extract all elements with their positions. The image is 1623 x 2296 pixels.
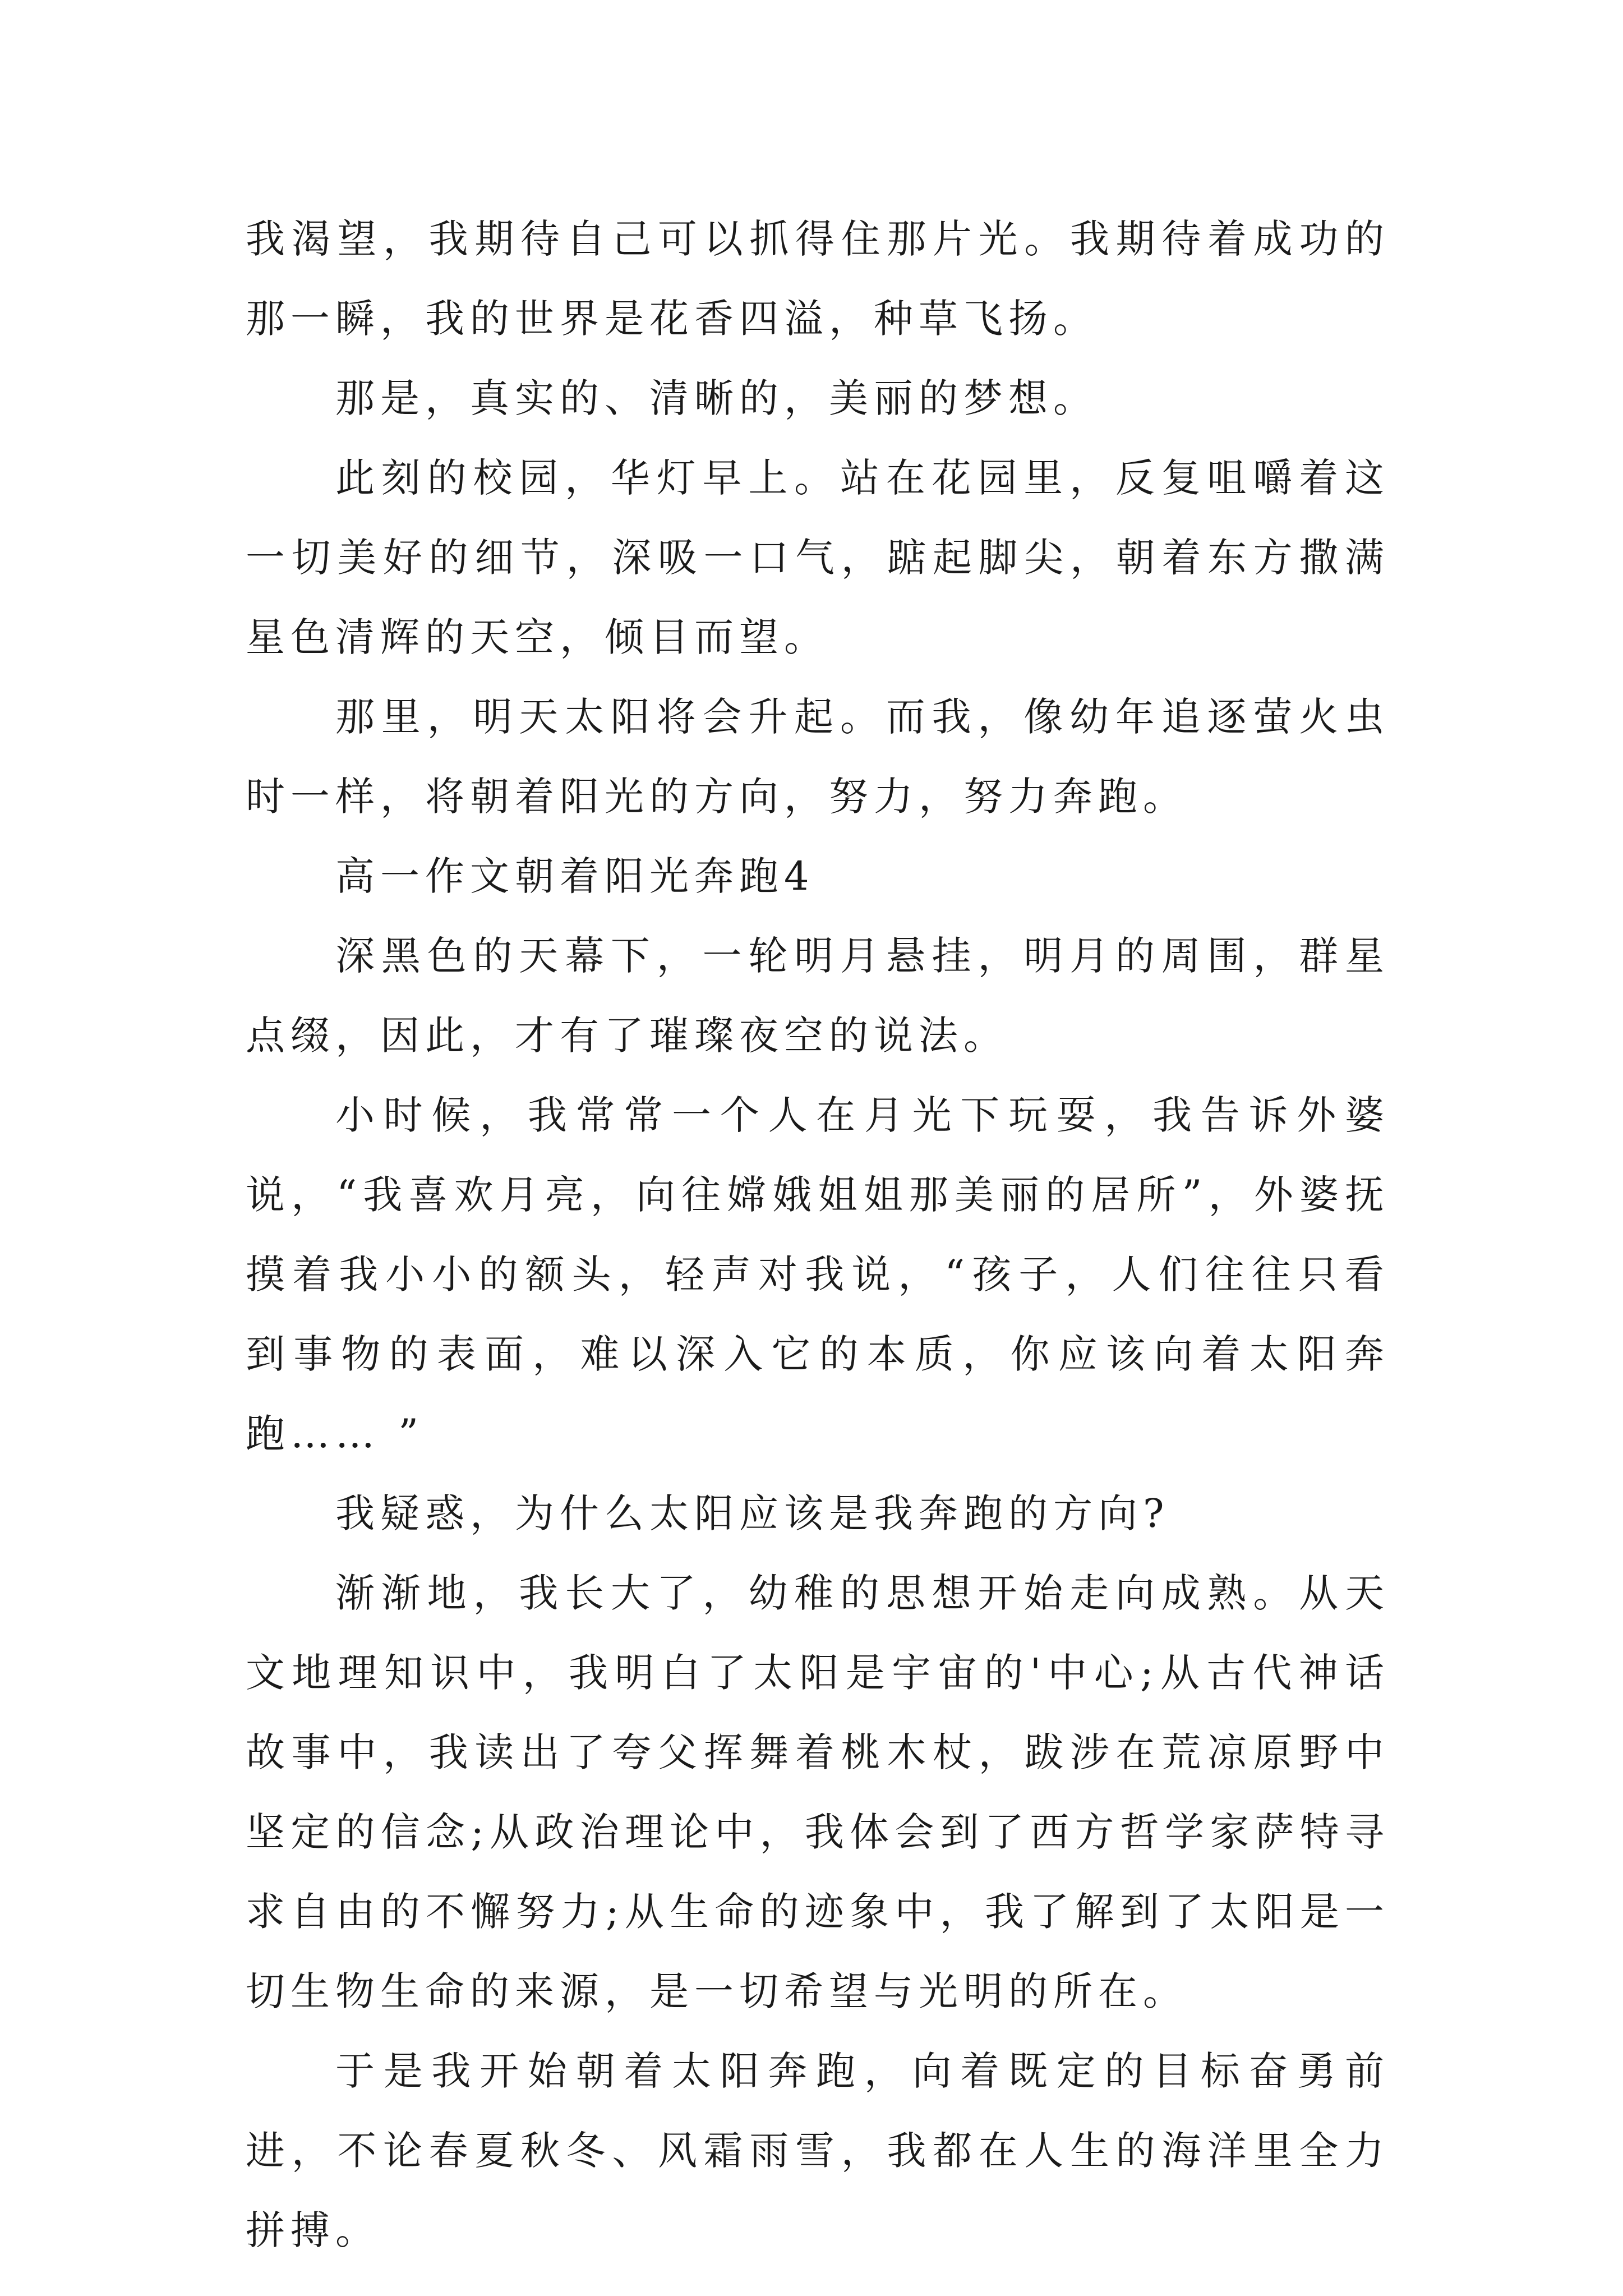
paragraph: 于是我开始朝着太阳奔跑，向着既定的目标奋勇前进，不论春夏秋冬、风霜雨雪，我都在人生的海洋里全力拼搏。 [246,2048,1390,2253]
paragraph: 那是，真实的、清晰的，美丽的梦想。 [335,375,1098,421]
paragraph: 我渴望，我期待自己可以抓得住那片光。我期待着成功的那一瞬，我的世界是花香四溢，种草飞扬。 [246,216,1390,342]
paragraph: 那里，明天太阳将会升起。而我，像幼年追逐萤火虫时一样，将朝着阳光的方向，努力，努力奔跑。 [246,694,1390,820]
paragraph: 渐渐地，我长大了，幼稚的思想开始走向成熟。从天文地理知识中，我明白了太阳是宇宙的'中心;从古代神话故事中，我读出了夸父挥舞着桃木杖，跋涉在荒凉原野中坚定的信念;从政治理论中，我体会到了西方哲学家萨特寻求自由的不懈努力;从生命的迹象中，我了解到了太阳是一切生物生命的来源，是一切希望与光明的所在。 [246,1570,1390,2014]
paragraph: 此刻的校园，华灯早上。站在花园里，反复咀嚼着这一切美好的细节，深吸一口气，踮起脚尖，朝着东方撒满星色清辉的天空，倾目而望。 [246,455,1390,660]
section-heading: 高一作文朝着阳光奔跑4 [335,853,815,899]
paragraph: 我疑惑，为什么太阳应该是我奔跑的方向? [335,1490,1170,1536]
document-body [246,199,1390,2270]
paragraph: 小时候，我常常一个人在月光下玩耍，我告诉外婆说，“我喜欢月亮，向往嫦娥姐姐那美丽的居所”，外婆抚摸着我小小的额头，轻声对我说，“孩子，人们往往只看到事物的表面，难以深入它的本质，你应该向着太阳奔跑…… ” [246,1092,1390,1457]
paragraph: 深黑色的天幕下，一轮明月悬挂，明月的周围，群星点缀，因此，才有了璀璨夜空的说法。 [246,933,1390,1059]
